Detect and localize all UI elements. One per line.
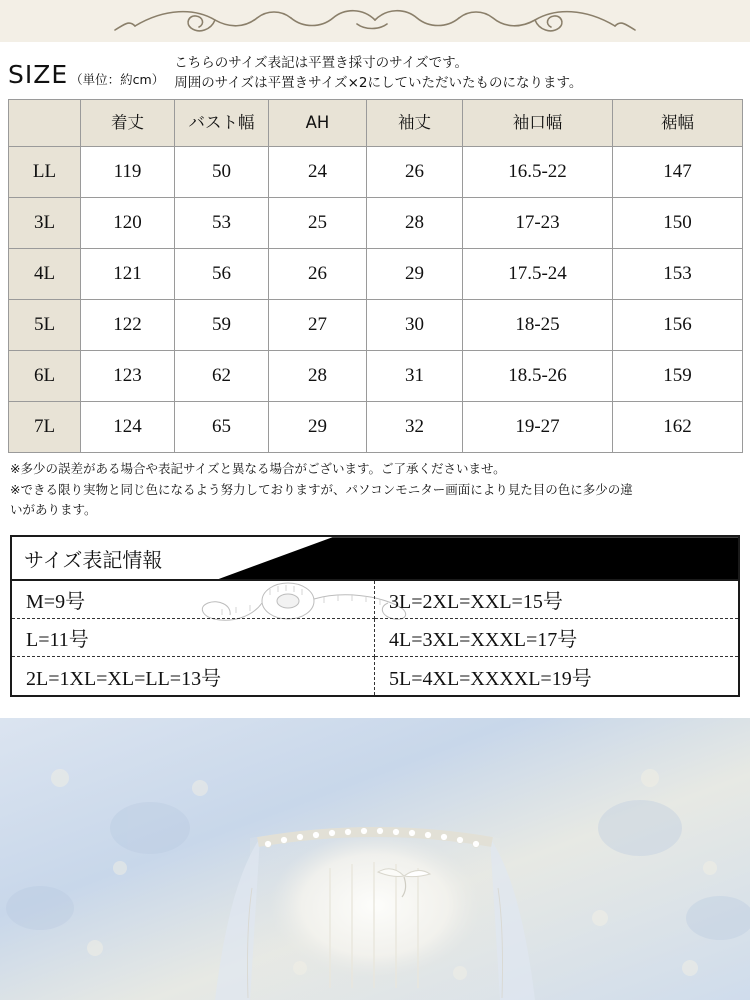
cell-bust-width: 50	[175, 147, 269, 198]
size-info-block	[10, 535, 740, 697]
size-measure-note-line1: こちらのサイズ表記は平置き採寸のサイズです。	[174, 55, 468, 71]
size-table-wrap	[0, 97, 750, 453]
th-cuff-width: 袖口幅	[463, 100, 613, 147]
product-photo-image	[0, 718, 750, 1000]
cell-length: 124	[81, 402, 175, 453]
cell-ah: 24	[269, 147, 367, 198]
th-sleeve-length: 袖丈	[367, 100, 463, 147]
cell-cuff-width: 18.5-26	[463, 351, 613, 402]
row-size-label: 6L	[9, 351, 81, 402]
row-size-label: 5L	[9, 300, 81, 351]
cell-cuff-width: 17.5-24	[463, 249, 613, 300]
cell-bust-width: 65	[175, 402, 269, 453]
table-row	[9, 402, 743, 453]
cell-length: 123	[81, 351, 175, 402]
cell-bust-width: 62	[175, 351, 269, 402]
cell-cuff-width: 16.5-22	[463, 147, 613, 198]
cell-ah: 27	[269, 300, 367, 351]
footnote-line-3: いがあります。	[10, 501, 97, 517]
row-size-label: 7L	[9, 402, 81, 453]
cell-ah: 28	[269, 351, 367, 402]
footnote-line-1: ※多少の誤差がある場合や表記サイズと異なる場合がございます。ご了承くださいませ。	[10, 461, 506, 477]
footnotes	[0, 453, 750, 519]
size-info-grid	[12, 581, 738, 695]
cell-cuff-width: 19-27	[463, 402, 613, 453]
row-size-label: 4L	[9, 249, 81, 300]
cell-sleeve-length: 29	[367, 249, 463, 300]
flourish-icon	[95, 0, 655, 42]
table-row	[9, 249, 743, 300]
size-info-left-2: L=11号	[12, 619, 375, 657]
cell-hem-width: 159	[613, 351, 743, 402]
cell-length: 122	[81, 300, 175, 351]
size-info-left-3: 2L=1XL=XL=LL=13号	[12, 657, 375, 695]
cell-hem-width: 162	[613, 402, 743, 453]
size-info-right-2: 4L=3XL=XXXL=17号	[375, 619, 738, 657]
th-hem-width: 裾幅	[613, 100, 743, 147]
product-photo	[0, 718, 750, 1000]
table-row	[9, 198, 743, 249]
cell-sleeve-length: 28	[367, 198, 463, 249]
footnote-line-2: ※できる限り実物と同じ色になるよう努力しておりますが、パソコンモニター画面により見た目の色に多少の違	[10, 481, 633, 497]
size-table-body	[9, 147, 743, 453]
size-measure-note-line2: 周囲のサイズは平置きサイズ×2にしていただいたものになります。	[174, 74, 583, 91]
table-row	[9, 300, 743, 351]
cell-bust-width: 56	[175, 249, 269, 300]
size-measure-note	[164, 50, 582, 93]
size-info-title: サイズ表記情報	[24, 548, 163, 573]
cell-bust-width: 59	[175, 300, 269, 351]
th-size	[9, 100, 81, 147]
cell-cuff-width: 18-25	[463, 300, 613, 351]
cell-ah: 29	[269, 402, 367, 453]
cell-sleeve-length: 32	[367, 402, 463, 453]
table-header-row	[9, 100, 743, 147]
cell-sleeve-length: 26	[367, 147, 463, 198]
size-info-right-1: 3L=2XL=XXL=15号	[375, 581, 738, 619]
cell-length: 120	[81, 198, 175, 249]
row-size-label: 3L	[9, 198, 81, 249]
size-table	[8, 99, 743, 453]
title-banner-shape	[218, 537, 738, 579]
th-length: 着丈	[81, 100, 175, 147]
cell-hem-width: 147	[613, 147, 743, 198]
size-title: SIZE	[8, 60, 69, 89]
size-info-right-3: 5L=4XL=XXXXL=19号	[389, 667, 592, 690]
cell-sleeve-length: 31	[367, 351, 463, 402]
cell-hem-width: 150	[613, 198, 743, 249]
th-bust-width: バスト幅	[175, 100, 269, 147]
cell-bust-width: 53	[175, 198, 269, 249]
cell-length: 121	[81, 249, 175, 300]
cell-ah: 26	[269, 249, 367, 300]
cell-ah: 25	[269, 198, 367, 249]
th-ah: AH	[269, 100, 367, 147]
cell-length: 119	[81, 147, 175, 198]
ornament-band	[0, 0, 750, 42]
cell-hem-width: 153	[613, 249, 743, 300]
table-row	[9, 147, 743, 198]
row-size-label: LL	[9, 147, 81, 198]
cell-sleeve-length: 30	[367, 300, 463, 351]
size-table-head	[9, 100, 743, 147]
size-info-left-1: M=9号	[12, 581, 375, 619]
size-header	[0, 42, 750, 97]
cell-hem-width: 156	[613, 300, 743, 351]
size-unit-note: （単位：約cm）	[70, 72, 165, 87]
table-row	[9, 351, 743, 402]
cell-cuff-width: 17-23	[463, 198, 613, 249]
